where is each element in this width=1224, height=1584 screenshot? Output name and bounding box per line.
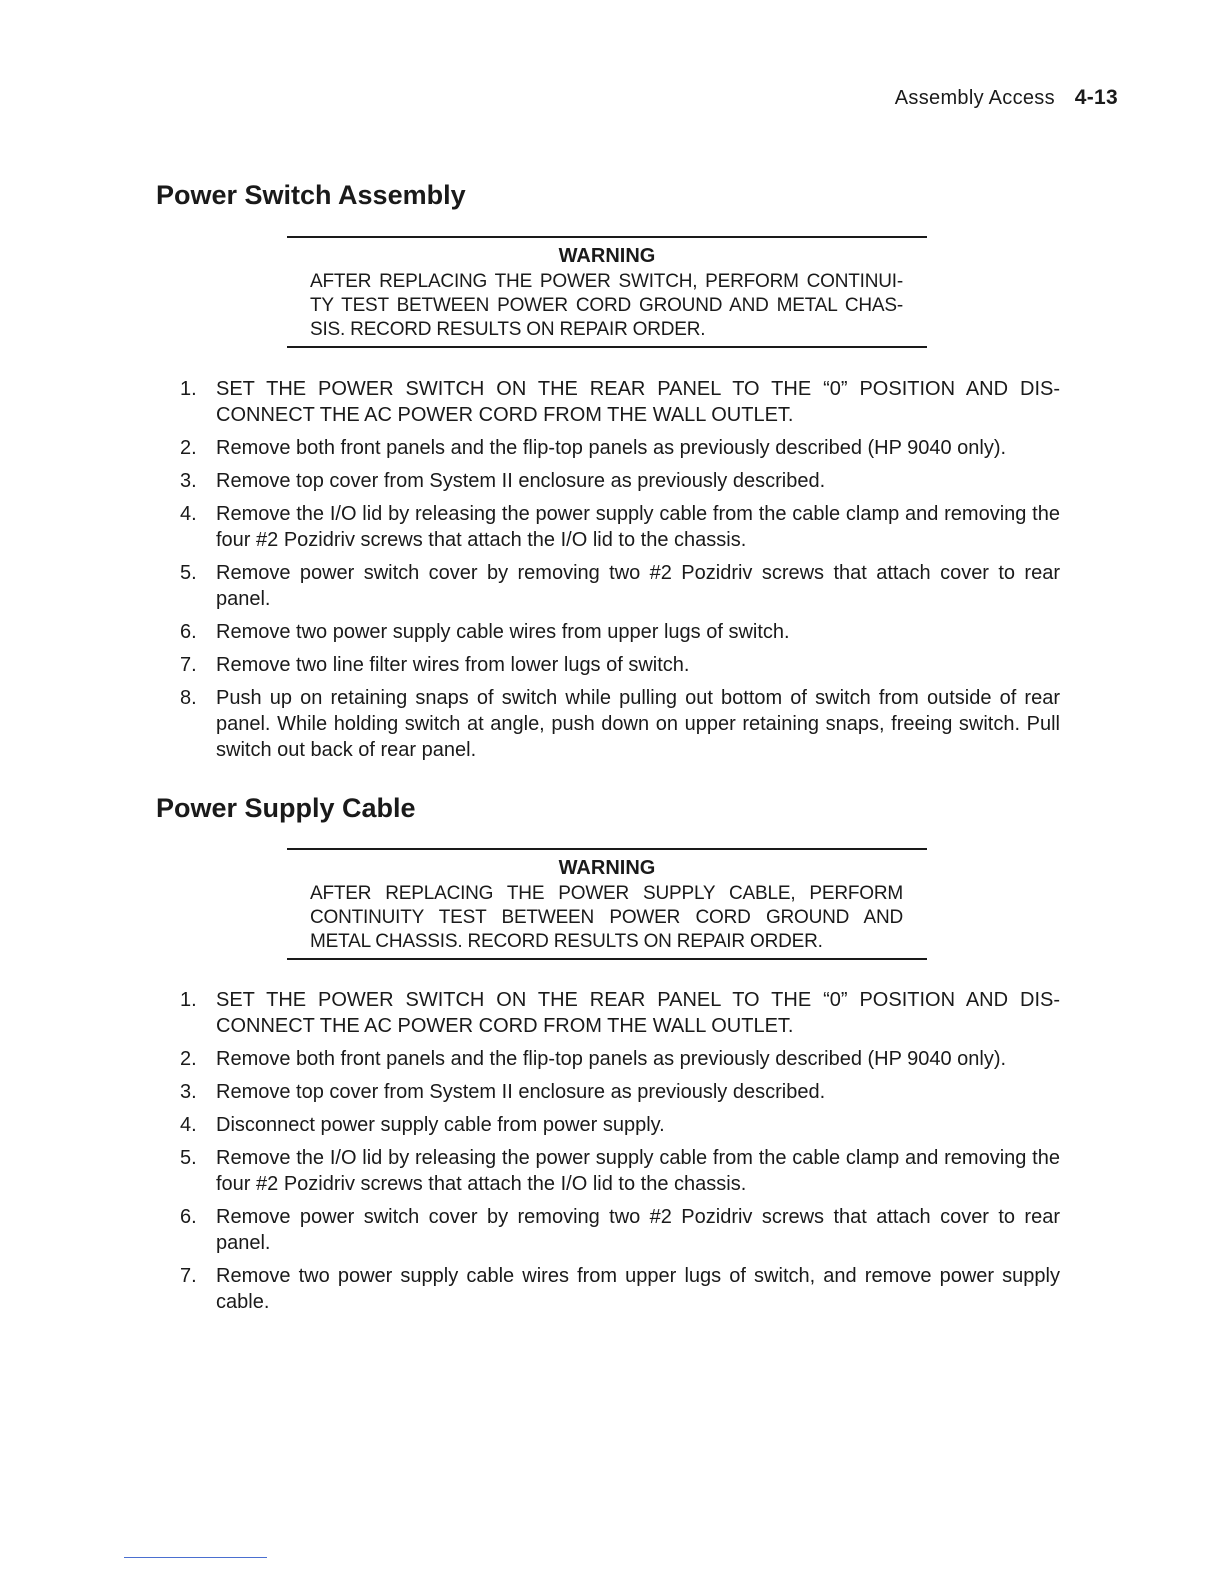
running-header-title: Assembly Access [894, 87, 1055, 109]
step-number: 2. [180, 1048, 197, 1070]
step-text: Remove both front panels and the flip-top panels as previously described (HP 9040 only). [216, 1048, 1007, 1070]
step-text: SET THE POWER SWITCH ON THE REAR PANEL TO THE “0” POSITION AND DIS- CONNECT THE AC POWER CORD FROM THE WALL OUTLET. [216, 378, 1060, 426]
list-item [176, 1046, 1060, 1072]
step-number: 5. [180, 562, 197, 584]
step-text: Push up on retaining snaps of switch while pulling out bottom of switch from outside of rear panel. While holding switch at angle, push down on upper retaining snaps, freeing switch. Pull switch out back of rear panel. [216, 687, 1060, 761]
list-item [176, 435, 1060, 461]
step-text: Remove top cover from System II enclosure as previously described. [216, 470, 826, 492]
section-title-power-switch-assembly: Power Switch Assembly [156, 180, 466, 210]
procedure-steps [176, 987, 1060, 1322]
list-item [176, 501, 1060, 553]
step-text: SET THE POWER SWITCH ON THE REAR PANEL TO THE “0” POSITION AND DIS- CONNECT THE AC POWER CORD FROM THE WALL OUTLET. [216, 989, 1060, 1037]
page-header [895, 86, 1118, 110]
step-number: 1. [180, 378, 197, 400]
list-item [176, 468, 1060, 494]
step-text: Remove the I/O lid by releasing the power supply cable from the cable clamp and removing the four #2 Pozidriv screws that attach the I/O lid to the chassis. [216, 1147, 1060, 1195]
section-title-power-supply-cable: Power Supply Cable [156, 793, 416, 823]
warning-title: WARNING [558, 245, 656, 267]
list-item [176, 619, 1060, 645]
list-item [176, 685, 1060, 763]
step-text: Remove the I/O lid by releasing the power supply cable from the cable clamp and removing the four #2 Pozidriv screws that attach the I/O lid to the chassis. [216, 503, 1060, 551]
list-item [176, 1079, 1060, 1105]
step-number: 3. [180, 470, 197, 492]
list-item [176, 1263, 1060, 1315]
footer-rule [124, 1557, 267, 1558]
step-number: 4. [180, 1114, 197, 1136]
step-number: 8. [180, 687, 197, 709]
list-item [176, 987, 1060, 1039]
list-item [176, 1145, 1060, 1197]
step-number: 4. [180, 503, 197, 525]
step-number: 2. [180, 437, 197, 459]
step-text: Remove top cover from System II enclosure as previously described. [216, 1081, 826, 1103]
step-text: Remove two power supply cable wires from upper lugs of switch, and remove power supply cable. [216, 1265, 1060, 1313]
step-text: Remove two line filter wires from lower lugs of switch. [216, 654, 690, 676]
step-number: 6. [180, 1206, 197, 1228]
warning-text: AFTER REPLACING THE POWER SUPPLY CABLE, PERFORM CONTINUITY TEST BETWEEN POWER CORD GROUND AND METAL CHASSIS. RECORD RESULTS ON REPAIR ORDER. [310, 883, 903, 952]
step-number: 1. [180, 989, 197, 1011]
list-item [176, 652, 1060, 678]
step-text: Disconnect power supply cable from power supply. [216, 1114, 665, 1136]
step-number: 7. [180, 654, 197, 676]
step-text: Remove both front panels and the flip-top panels as previously described (HP 9040 only). [216, 437, 1007, 459]
warning-box [287, 236, 927, 348]
warning-text: AFTER REPLACING THE POWER SWITCH, PERFORM CONTINUI- TY TEST BETWEEN POWER CORD GROUND AND METAL CHAS- SIS. RECORD RESULTS ON REPAIR ORDER. [310, 271, 903, 340]
warning-box [287, 848, 927, 960]
list-item [176, 376, 1060, 428]
list-item [176, 1112, 1060, 1138]
list-item [176, 1204, 1060, 1256]
step-text: Remove two power supply cable wires from upper lugs of switch. [216, 621, 790, 643]
step-text: Remove power switch cover by removing two #2 Pozidriv screws that attach cover to rear panel. [216, 1206, 1060, 1254]
warning-title: WARNING [558, 857, 656, 879]
step-number: 7. [180, 1265, 197, 1287]
step-text: Remove power switch cover by removing two #2 Pozidriv screws that attach cover to rear panel. [216, 562, 1060, 610]
procedure-steps [176, 376, 1060, 770]
step-number: 5. [180, 1147, 197, 1169]
list-item [176, 560, 1060, 612]
page-number: 4-13 [1074, 86, 1118, 109]
step-number: 6. [180, 621, 197, 643]
step-number: 3. [180, 1081, 197, 1103]
